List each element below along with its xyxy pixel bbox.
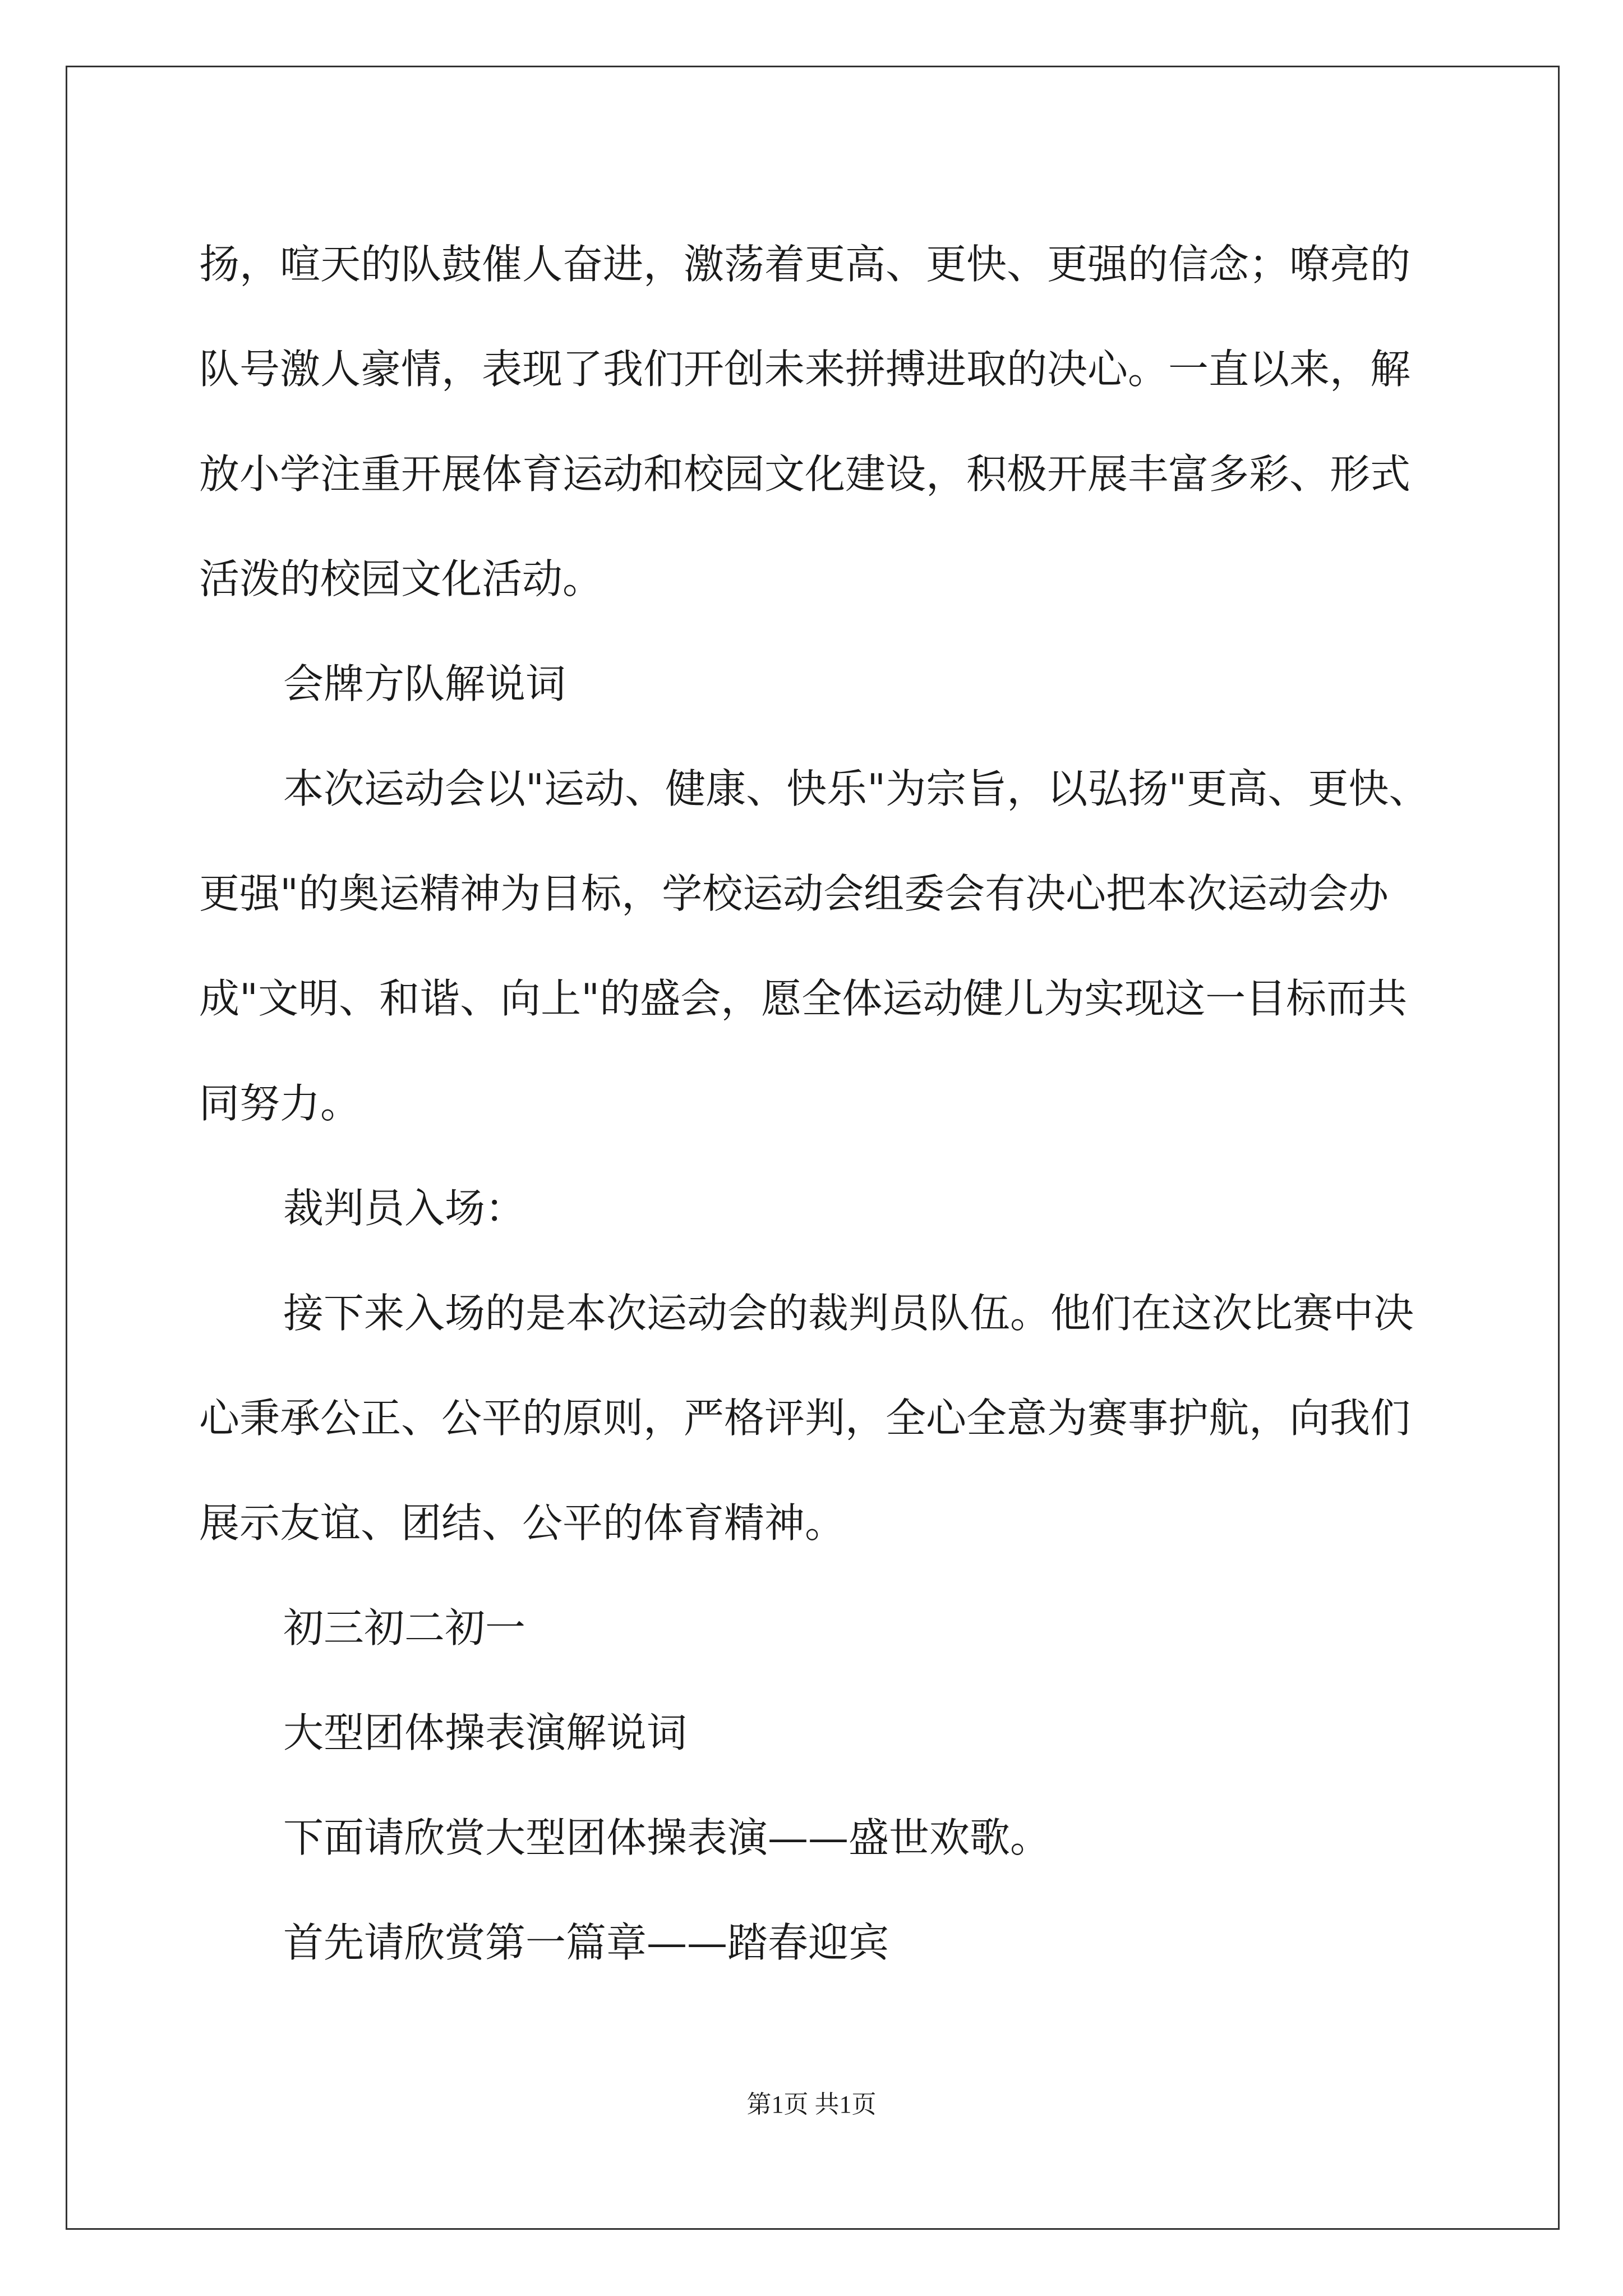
- paragraph-continuation: 扬，喧天的队鼓催人奋进，激荡着更高、更快、更强的信念；嘹亮的队号激人豪情，表现了我们开创未来拼搏进取的决心。一直以来，解放小学注重开展体育运动和校园文化建设，积极开展丰富多彩、形式活泼的校园文化活动。: [199, 241, 1411, 602]
- grades-line: 初三初二初一: [283, 1604, 526, 1651]
- heading-medal-squad: 会牌方队解说词: [283, 660, 566, 707]
- heading-referees-entry: 裁判员入场：: [283, 1185, 526, 1232]
- document-body: [199, 212, 1433, 1995]
- paragraph-referees: 接下来入场的是本次运动会的裁判员队伍。他们在这次比赛中决心秉承公正、公平的原则，严格评判，全心全意为赛事护航，向我们展示友谊、团结、公平的体育精神。: [199, 1290, 1414, 1547]
- paragraph-sports-meet-purpose: 本次运动会以"运动、健康、快乐"为宗旨，以弘扬"更高、更快、更强"的奥运精神为目标，学校运动会组委会有决心把本次运动会办成"文明、和谐、向上"的盛会，愿全体运动健儿为实现这一目标而共同努力。: [199, 765, 1430, 1127]
- heading-group-exercise: 大型团体操表演解说词: [283, 1709, 688, 1756]
- paragraph-group-exercise-intro: 下面请欣赏大型团体操表演——盛世欢歌。: [283, 1814, 1051, 1861]
- page-number-footer: 第1页 共1页: [746, 2091, 877, 2118]
- paragraph-first-chapter: 首先请欣赏第一篇章——踏春迎宾: [283, 1919, 889, 1966]
